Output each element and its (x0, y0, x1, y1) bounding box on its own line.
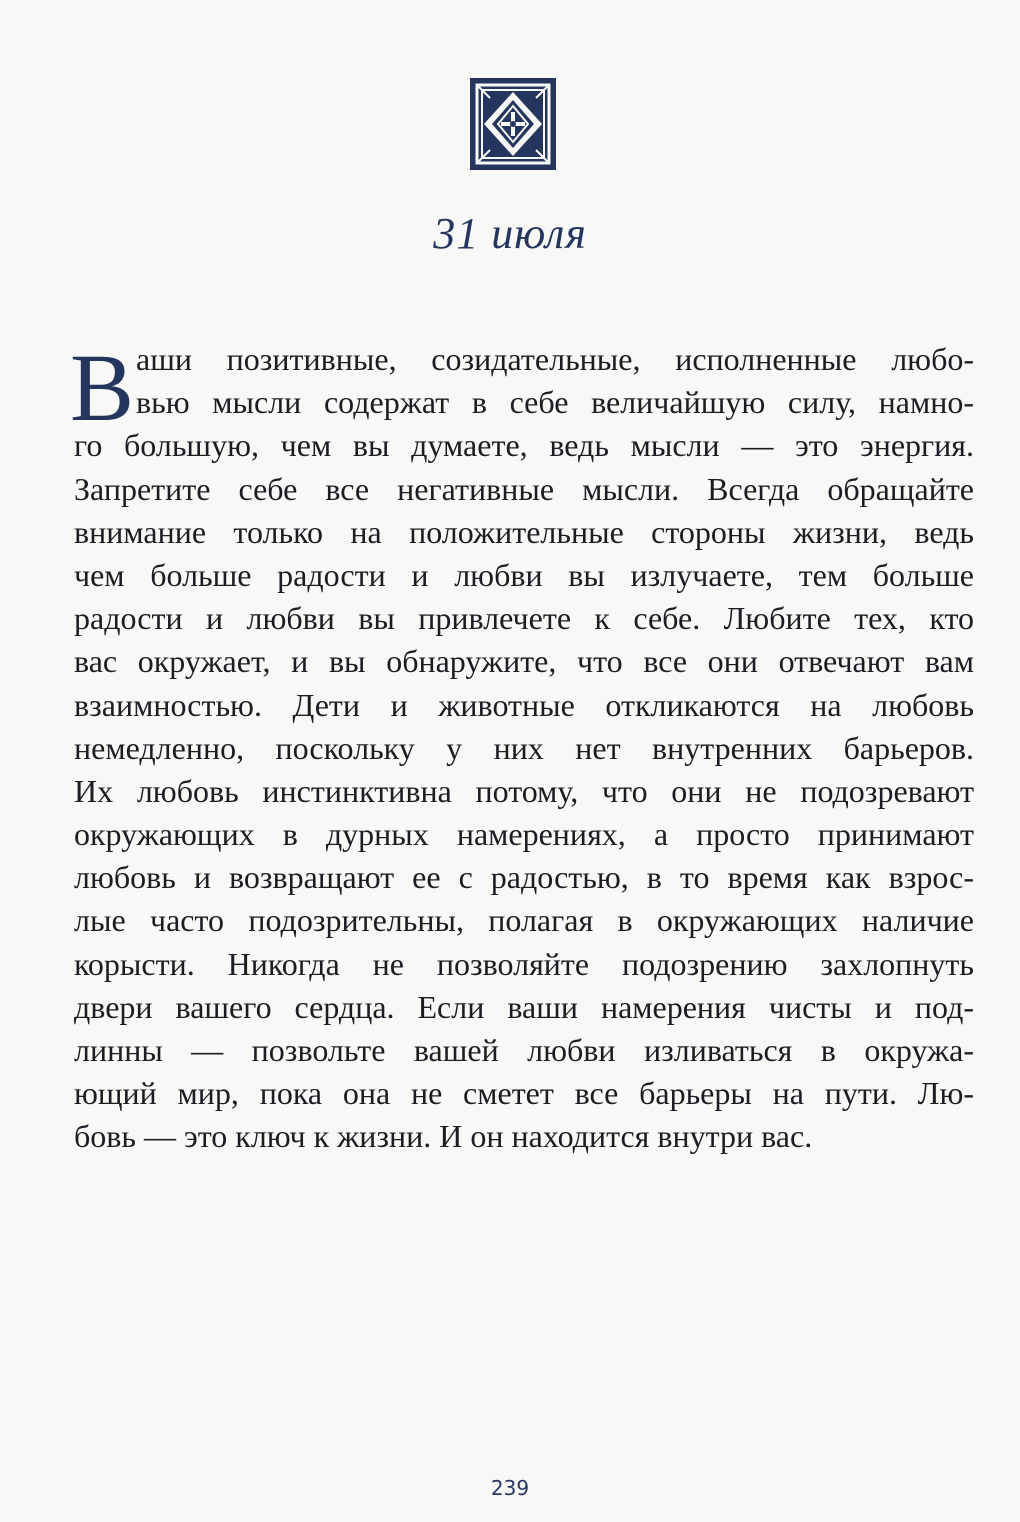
entry-body (70, 334, 974, 1159)
text-line: радости и любви вы привлечете к себе. Любите тех, кто (74, 600, 974, 637)
text-line: чем больше радости и любви вы излучаете, тем больше (74, 556, 974, 593)
text-line: бовь — это ключ к жизни. И он находится внутри вас. (74, 1118, 813, 1155)
text-line: Их любовь инстинктивна потому, что они не подозревают (74, 772, 974, 809)
text-line: внимание только на положительные стороны жизни, ведь (74, 513, 974, 550)
text-line: любовь и возвращают ее с радостью, в то время как взрос- (74, 859, 974, 896)
text-line: лые часто подозрительны, полагая в окружающих наличие (74, 902, 974, 939)
text-line: взаимностью. Дети и животные откликаются на любовь (74, 686, 974, 723)
text-line: Запретите себе все негативные мысли. Всегда обращайте (74, 470, 974, 507)
entry-date-heading: 31 июля (433, 209, 587, 258)
text-line: окружающих в дурных намерениях, а просто принимают (74, 816, 974, 853)
text-line: немедленно, поскольку у них нет внутренних барьеров. (74, 729, 974, 766)
text-line: корысти. Никогда не позволяйте подозрению захлопнуть (74, 945, 974, 982)
drop-cap: В (70, 334, 135, 441)
text-line: линны — позвольте вашей любви изливаться в окружа- (74, 1032, 974, 1068)
page-number: 239 (490, 1476, 530, 1500)
text-line: ющий мир, пока она не сметет все барьеры на пути. Лю- (74, 1075, 974, 1112)
text-line: вью мысли содержат в себе величайшую силу, намно- (136, 384, 974, 421)
celtic-knot-icon (468, 76, 558, 172)
text-line: аши позитивные, созидательные, исполненные любо- (136, 341, 974, 377)
text-line: двери вашего сердца. Если ваши намерения чисты и под- (74, 988, 974, 1025)
text-line: го большую, чем вы думаете, ведь мысли — это энергия. (74, 427, 974, 464)
text-line: вас окружает, и вы обнаружите, что все они отвечают вам (74, 643, 974, 680)
